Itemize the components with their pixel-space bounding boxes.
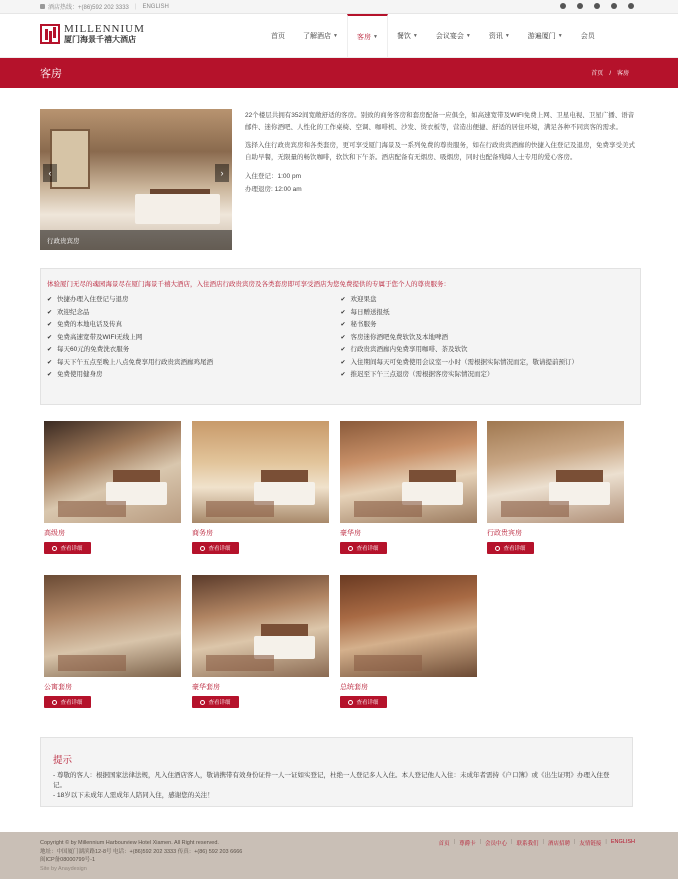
benefits-heading: 体验厦门无尽的魂园海景尽在厦门海景千禧大酒店，入住酒店行政贵宾房及各类套房即可享受酒店为您免费提供的专属于您个人的尊贵服务： — [47, 281, 450, 288]
star-icon[interactable] — [628, 3, 634, 9]
rooms-intro — [245, 110, 638, 196]
list-item: ✔ 快捷办理入住登记与退房 — [47, 294, 341, 307]
icp-text[interactable]: 闽ICP备08000799号-1 — [40, 857, 96, 863]
room-photo[interactable] — [340, 575, 477, 677]
benefits-list-right — [341, 294, 635, 382]
next-arrow-icon[interactable]: › — [215, 164, 229, 182]
qq-icon[interactable] — [594, 3, 600, 9]
phone-icon — [40, 4, 45, 9]
footer-links: 首页 | 尊爵卡 | 会员中心 | 联系我们 | 酒店招聘 | 友情链接 | ENGLISH — [438, 839, 635, 847]
notice-line: - 尊敬的客人：根据国家法律法规，凡入住酒店客人，敬请携带有效身份证件一人一证如实登记，杜绝一人登记多人入住。本人登记他人入住：未成年者需持《户口簿》或《出生证明》办理入住登记。 — [53, 772, 610, 789]
room-name[interactable]: 高级房 — [44, 530, 65, 537]
nav-travel[interactable]: 游遍厦门 ▼ — [527, 33, 563, 40]
list-item: ✔ 入住期间每天可免费使用会议室一小时（需根据实际情况而定，敬请提前预订） — [341, 357, 635, 370]
logo[interactable] — [40, 23, 145, 45]
room-photo[interactable] — [44, 421, 181, 523]
list-item: ✔ 免费的本地电话及传真 — [47, 319, 341, 332]
view-details-button[interactable]: 查看详细 — [340, 696, 387, 708]
search-icon — [495, 546, 500, 551]
main-nav — [262, 14, 604, 58]
footer-link-card[interactable]: 尊爵卡 — [459, 841, 476, 847]
room-name[interactable]: 行政贵宾房 — [487, 530, 522, 537]
search-icon — [200, 700, 205, 705]
room-name[interactable]: 公寓套房 — [44, 684, 72, 691]
room-card — [192, 575, 329, 708]
hotline-text: 酒店热线：+(86)592 202 3333 — [48, 5, 129, 11]
room-card — [487, 421, 624, 554]
intro-paragraph-2: 选择入住行政贵宾房和各类套房，更可享受厦门海景及一系列免费的尊贵服务，如在行政贵宾酒廊的快捷入住登记及退房，免费享受美式自助早餐，无限量的畅饮咖啡，软饮和下午茶。酒店配备有无烟房、吸烟房，同时也配备残障人士专用的爱心客房。 — [245, 142, 635, 161]
room-name[interactable]: 豪华房 — [340, 530, 361, 537]
room-card — [192, 421, 329, 554]
view-details-button[interactable]: 查看详细 — [44, 696, 91, 708]
room-name[interactable]: 总统套房 — [340, 684, 368, 691]
list-item: ✔ 秘书服务 — [341, 319, 635, 332]
site-credit[interactable]: Site by Anaydesign — [40, 865, 87, 872]
site-header — [0, 14, 678, 58]
footer-link-contact[interactable]: 联系我们 — [516, 841, 539, 847]
footer-link-home[interactable]: 首页 — [438, 841, 450, 847]
room-slider[interactable] — [40, 109, 232, 250]
notice-box — [40, 737, 633, 807]
list-item: ✔ 免费使用健身房 — [47, 369, 341, 382]
chevron-down-icon: ▼ — [557, 33, 563, 39]
checkin-time: 入住登记：1:00 pm — [245, 173, 301, 180]
view-details-button[interactable]: 查看详细 — [192, 696, 239, 708]
list-item: ✔ 每日赠送报纸 — [341, 307, 635, 320]
chevron-down-icon: ▼ — [412, 33, 418, 39]
view-details-button[interactable]: 查看详细 — [44, 542, 91, 554]
breadcrumb — [588, 68, 632, 77]
breadcrumb-current: 客房 — [616, 71, 629, 77]
room-photo[interactable] — [487, 421, 624, 523]
room-card — [340, 575, 477, 708]
intro-paragraph-1: 22个楼层共拥有352间宽敞舒适的客房。别致的商务客房和套房配备一应俱全，如高速宽带及WIFI免费上网、卫星电视、卫星广播、语音邮件、迷你酒吧、人性化的工作桌椅、空调、咖啡机、沙发、烫衣板等，营造出便捷、舒适的居住环境，满足各种不同宾客的需求。 — [245, 112, 635, 131]
breadcrumb-home[interactable]: 首页 — [591, 71, 604, 77]
chevron-down-icon: ▼ — [372, 34, 378, 40]
prev-arrow-icon[interactable]: ‹ — [43, 164, 57, 182]
search-icon — [348, 700, 353, 705]
logo-name-en: MILLENNIUM — [64, 23, 145, 35]
chevron-down-icon: ▼ — [504, 33, 510, 39]
logo-name-cn: 厦门海景千禧大酒店 — [64, 35, 136, 44]
address-text: 地址：中国厦门湖滨路12-8号 电话：+(86)592 202 3333 传真：+(86) 592 203 6666 — [40, 848, 243, 855]
notice-title: 提示 — [53, 755, 73, 766]
list-item: ✔ 每天下午五点至晚上八点免费享用行政贵宾酒廊鸡尾酒 — [47, 357, 341, 370]
page-title: 客房 — [40, 68, 62, 80]
view-details-button[interactable]: 查看详细 — [340, 542, 387, 554]
nav-rooms[interactable]: 客房 ▼ — [347, 14, 388, 58]
footer-link-english[interactable]: ENGLISH — [610, 839, 635, 845]
footer-link-careers[interactable]: 酒店招聘 — [547, 841, 570, 847]
search-icon — [200, 546, 205, 551]
room-card — [44, 575, 181, 708]
room-name[interactable]: 豪华套房 — [192, 684, 220, 691]
room-name[interactable]: 商务房 — [192, 530, 213, 537]
logo-icon — [40, 24, 60, 44]
list-item: ✔ 行政贵宾酒廊内免费享用咖啡、茶及软饮 — [341, 344, 635, 357]
list-item: ✔ 客房迷你酒吧免费软饮及本地啤酒 — [341, 332, 635, 345]
user-icon[interactable] — [611, 3, 617, 9]
site-footer — [0, 832, 678, 879]
search-icon — [52, 700, 57, 705]
view-details-button[interactable]: 查看详细 — [192, 542, 239, 554]
notice-line: - 18岁以下未成年人需成年人陪同入住，感谢您的关注！ — [53, 792, 214, 799]
nav-about[interactable]: 了解酒店 ▼ — [303, 33, 338, 40]
chevron-down-icon: ▼ — [333, 33, 338, 39]
list-item: ✔ 每天60元的免费洗衣服务 — [47, 344, 341, 357]
benefits-box — [40, 268, 641, 405]
nav-members[interactable]: 会员 — [580, 33, 595, 40]
search-icon — [52, 546, 57, 551]
room-photo[interactable] — [44, 575, 181, 677]
divider: | — [134, 3, 137, 10]
wechat-icon[interactable] — [577, 3, 583, 9]
top-bar — [0, 0, 678, 14]
room-card — [340, 421, 477, 554]
nav-home[interactable]: 首页 — [271, 33, 285, 40]
search-icon — [348, 546, 353, 551]
slide-image-bed — [135, 194, 220, 224]
checkout-time: 办理退房: 12:00 am — [245, 186, 302, 193]
footer-link-partners[interactable]: 友情链接 — [579, 841, 602, 847]
english-link[interactable]: ENGLISH — [142, 3, 169, 10]
weibo-icon[interactable] — [560, 3, 566, 9]
room-photo[interactable] — [192, 575, 329, 677]
list-item: ✔ 欢迎纪念品 — [47, 307, 341, 320]
footer-link-member-center[interactable]: 会员中心 — [485, 841, 508, 847]
view-details-button[interactable]: 查看详细 — [487, 542, 534, 554]
nav-dining[interactable]: 餐饮 ▼ — [396, 33, 418, 40]
room-photo[interactable] — [340, 421, 477, 523]
slide-caption: 行政贵宾房 — [40, 230, 232, 250]
page-title-band — [0, 58, 678, 88]
room-photo[interactable] — [192, 421, 329, 523]
nav-meetings[interactable]: 会议宴会 ▼ — [435, 33, 471, 40]
list-item: ✔ 推迟至下午三点退房（需根据客房实际情况而定） — [341, 369, 635, 382]
benefits-list-left — [47, 294, 341, 382]
breadcrumb-separator: / — [609, 71, 611, 77]
social-links — [560, 3, 634, 9]
list-item: ✔ 欢迎果盘 — [341, 294, 635, 307]
chevron-down-icon: ▼ — [465, 33, 471, 39]
room-card — [44, 421, 181, 554]
nav-news[interactable]: 资讯 ▼ — [488, 33, 510, 40]
copyright-text: Copyright © by Millennium Harbourview Hotel Xiamen. All Right reserved. — [40, 840, 219, 846]
list-item: ✔ 免费高速宽带及WIFI无线上网 — [47, 332, 341, 345]
